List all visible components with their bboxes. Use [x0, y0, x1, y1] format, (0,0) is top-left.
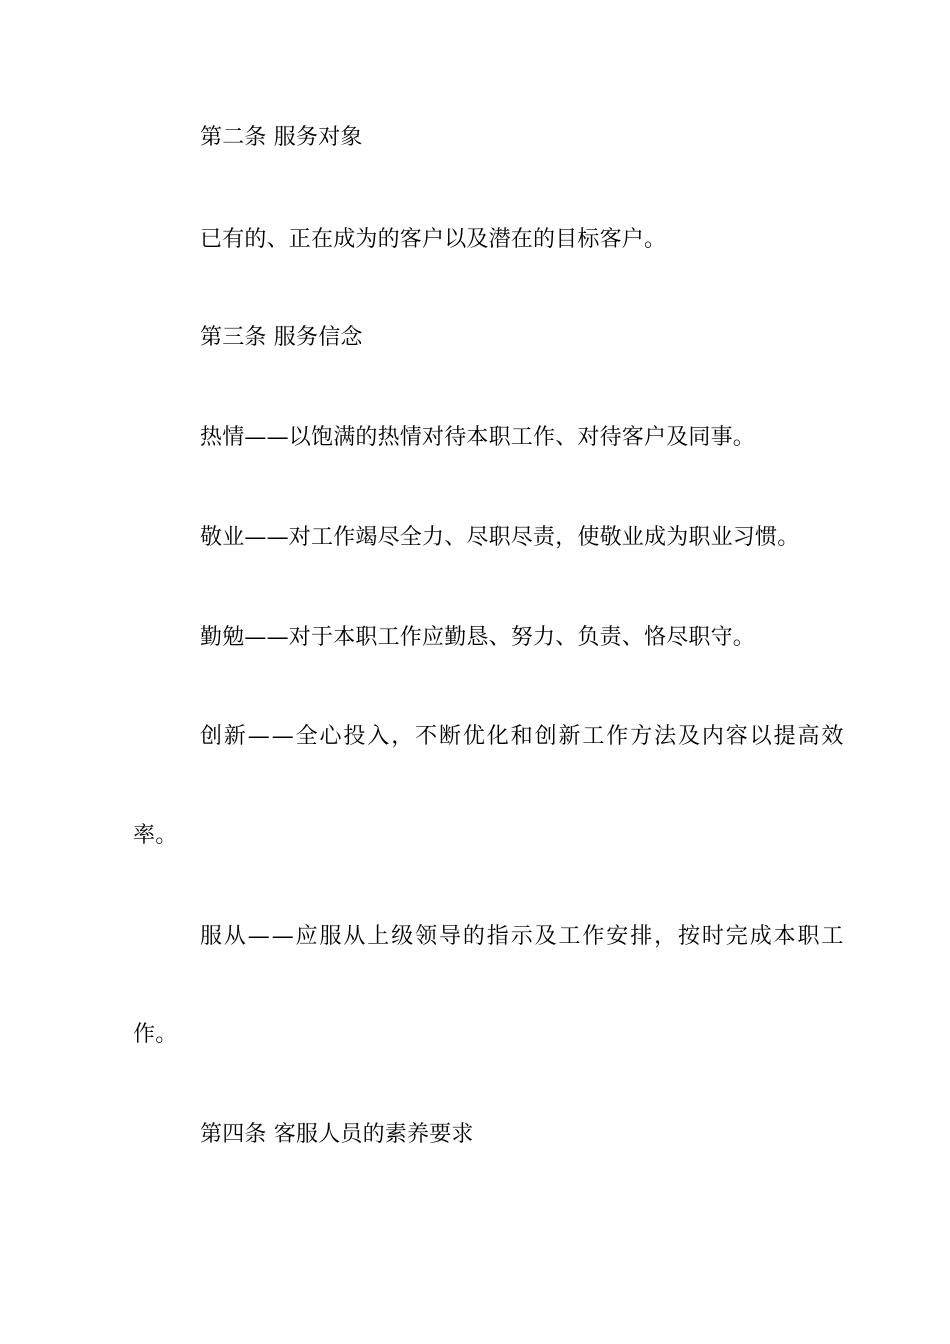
- belief-innovation: 创新——全心投入，不断优化和创新工作方法及内容以提高效: [200, 724, 846, 749]
- belief-obedience: 服从——应服从上级领导的指示及工作安排，按时完成本职工: [200, 924, 846, 949]
- article-2-heading: 第二条 服务对象: [200, 125, 363, 150]
- belief-dedication: 敬业——对工作竭尽全力、尽职尽责，使敬业成为职业习惯。: [200, 525, 800, 550]
- article-3-heading: 第三条 服务信念: [200, 325, 363, 350]
- belief-enthusiasm: 热情——以饱满的热情对待本职工作、对待客户及同事。: [200, 425, 756, 450]
- article-4-heading: 第四条 客服人员的素养要求: [200, 1122, 474, 1147]
- belief-diligence: 勤勉——对于本职工作应勤恳、努力、负责、恪尽职守。: [200, 625, 756, 650]
- belief-obedience-continued: 作。: [133, 1022, 178, 1047]
- article-2-body: 已有的、正在成为的客户以及潜在的目标客户。: [200, 227, 667, 252]
- belief-innovation-continued: 率。: [133, 823, 178, 848]
